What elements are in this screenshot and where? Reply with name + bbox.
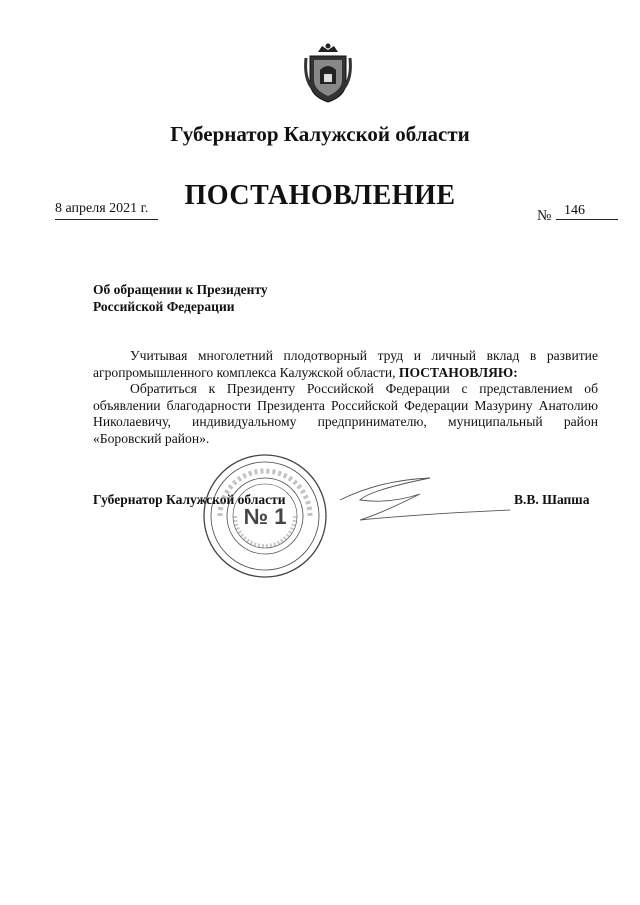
- document-number: 146: [556, 203, 618, 220]
- official-stamp: [200, 452, 330, 580]
- signatory-name: В.В. Шапша: [514, 492, 590, 507]
- subject-line: Об обращении к Президенту: [93, 282, 268, 297]
- body-paragraph: Учитывая многолетний плодотворный труд и личный вклад в развитие агропромышленного комплекса Калужской области, ПОСТАНОВЛЯЮ:: [93, 348, 598, 380]
- svg-text:№ 1: № 1: [243, 504, 287, 529]
- number-label: №: [537, 208, 552, 224]
- signatory-title: Губернатор Калужской области: [93, 492, 286, 507]
- subject-line: Российской Федерации: [93, 299, 235, 314]
- issuing-authority: Губернатор Калужской области: [170, 122, 470, 146]
- document-body: [93, 348, 598, 447]
- document-type-title: ПОСТАНОВЛЕНИЕ: [184, 180, 456, 211]
- handwritten-signature: [330, 470, 520, 525]
- resolution-keyword: ПОСТАНОВЛЯЮ:: [398, 364, 518, 380]
- coat-of-arms-icon: [304, 42, 352, 106]
- body-paragraph: Обратиться к Президенту Российской Федерации с представлением об объявлении благодарности Президента Российской Федерации Мазурину Анатолию Николаевичу, индивидуальному предпринимателю, муниципальный район «Боровский район».: [93, 381, 598, 446]
- document-subject: [93, 281, 268, 315]
- document-date: 8 апреля 2021 г.: [55, 201, 158, 220]
